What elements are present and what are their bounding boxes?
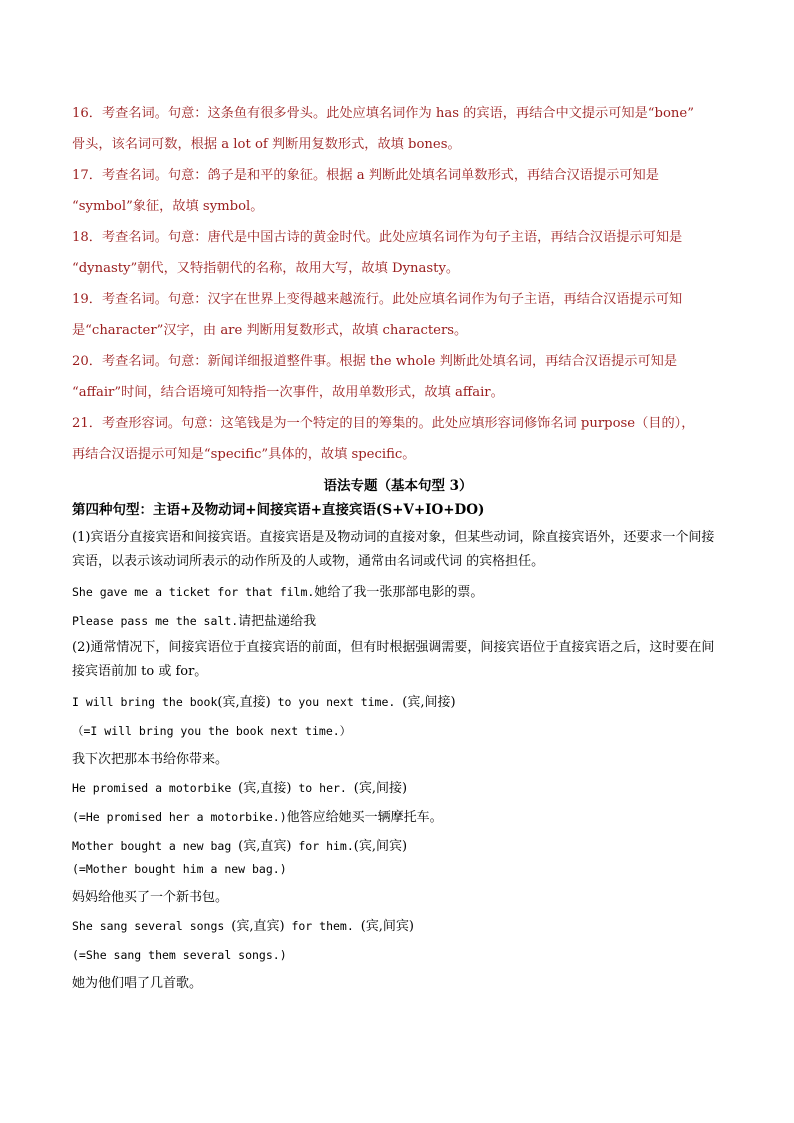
answer-17-line-2: “symbol”象征，故填 symbol。: [72, 199, 264, 214]
example-3-alt-text: （=I will bring you the book next time.）: [72, 724, 352, 738]
answer-18-line-1: 18．考查名词。句意：唐代是中国古诗的黄金时代。此处应填名词作为句子主语，再结合汉语提示可知是: [72, 230, 683, 245]
example-5-text-c: for him.: [291, 839, 354, 853]
answer-16-line-2: 骨头，该名词可数，根据 a lot of 判断用复数形式，故填 bones。: [72, 137, 461, 152]
example-5-text-a: Mother bought a new bag: [72, 839, 239, 853]
example-3-alternative: [72, 721, 724, 742]
example-1-english: She gave me a ticket for that film.: [72, 585, 315, 599]
example-4-tag-indirect: (宾,间接): [353, 781, 408, 796]
example-6-alternative: [72, 945, 724, 966]
example-2-english: Please pass me the salt.: [72, 614, 239, 628]
example-1-chinese: 她给了我一张那部电影的票。: [314, 585, 484, 600]
answer-list: [72, 98, 724, 470]
answer-17-line-1: 17．考查名词。句意：鸽子是和平的象征。根据 a 判断此处填名词单数形式，再结合汉语提示可知是: [72, 168, 659, 183]
answer-19-line-2: 是“character”汉字，由 are 判断用复数形式，故填 characters。: [72, 323, 468, 338]
example-6-alt-text: (=She sang them several songs.): [72, 948, 287, 962]
section-subtitle: 第四种句型：主语+及物动词+间接宾语+直接宾语(S+V+IO+DO): [72, 502, 485, 518]
example-4-translation: 他答应给她买一辆摩托车。: [286, 810, 443, 825]
example-3-tag-direct: (宾,直接): [217, 695, 271, 710]
example-5: [72, 836, 724, 857]
example-3: [72, 692, 724, 713]
example-6-translation: 她为他们唱了几首歌。: [72, 976, 203, 991]
example-2-chinese: 请把盐递给我: [238, 614, 317, 629]
answer-20-line-1: 20．考查名词。句意：新闻详细报道整件事。根据 the whole 判断此处填名词，再结合汉语提示可知是: [72, 354, 678, 369]
example-6-tag-direct: (宾,直宾): [231, 919, 285, 934]
example-2: [72, 611, 724, 632]
example-5-alt-text: (=Mother bought him a new bag.): [72, 862, 287, 876]
example-5-tag-direct: (宾,直宾): [238, 839, 292, 854]
example-3-text-a: I will bring the book: [72, 695, 218, 709]
example-4-tag-direct: (宾,直接): [238, 781, 292, 796]
example-3-text-c: to you next time.: [270, 695, 403, 709]
answer-19-line-1: 19．考查名词。句意：汉字在世界上变得越来越流行。此处应填名词作为句子主语，再结合汉语提示可知: [72, 292, 683, 307]
example-4: [72, 778, 724, 799]
example-5-tag-indirect: (宾,间宾): [353, 839, 408, 854]
answer-21-line-2: 再结合汉语提示可知是“specific”具体的，故填 specific。: [72, 447, 416, 462]
example-4-alt-text: (=He promised her a motorbike.): [72, 810, 287, 824]
answer-20-line-2: “affair”时间，结合语境可知特指一次事件，故用单数形式，故填 affair。: [72, 385, 504, 400]
example-3-tag-indirect: (宾,间接): [402, 695, 456, 710]
example-3-translation: 我下次把那本书给你带来。: [72, 752, 229, 767]
answer-18-line-2: “dynasty”朝代，又特指朝代的名称，故用大写，故填 Dynasty。: [72, 261, 460, 276]
document-page: [72, 98, 724, 996]
example-1: [72, 582, 724, 603]
example-5-translation: 妈妈给他买了一个新书包。: [72, 890, 229, 905]
example-6-text-c: for them.: [284, 919, 361, 933]
answer-16-line-1: 16．考查名词。句意：这条鱼有很多骨头。此处应填名词作为 has 的宾语，再结合中文提示可知是“bone”: [72, 106, 694, 121]
example-4-text-a: He promised a motorbike: [72, 781, 239, 795]
example-6: [72, 916, 724, 937]
example-6-tag-indirect: (宾,间宾): [360, 919, 414, 934]
paragraph-1: (1)宾语分直接宾语和间接宾语。直接宾语是及物动词的直接对象，但某些动词，除直接宾语外，还要求一个间接宾语，以表示该动词所表示的动作所及的人或物，通常由名词或代词 的宾格担任。: [72, 530, 715, 569]
example-6-text-a: She sang several songs: [72, 919, 232, 933]
answer-21-line-1: 21．考查形容词。句意：这笔钱是为一个特定的目的筹集的。此处应填形容词修饰名词 purpose（目的），: [72, 416, 695, 431]
example-4-alternative: [72, 807, 724, 828]
section-title: 语法专题（基本句型 3）: [323, 478, 473, 494]
paragraph-2: (2)通常情况下，间接宾语位于直接宾语的前面，但有时根据强调需要，间接宾语位于直接宾语之后，这时要在间接宾语前加 to 或 for。: [72, 640, 715, 679]
example-5-alternative: [72, 859, 724, 880]
example-4-text-c: to her.: [291, 781, 354, 795]
